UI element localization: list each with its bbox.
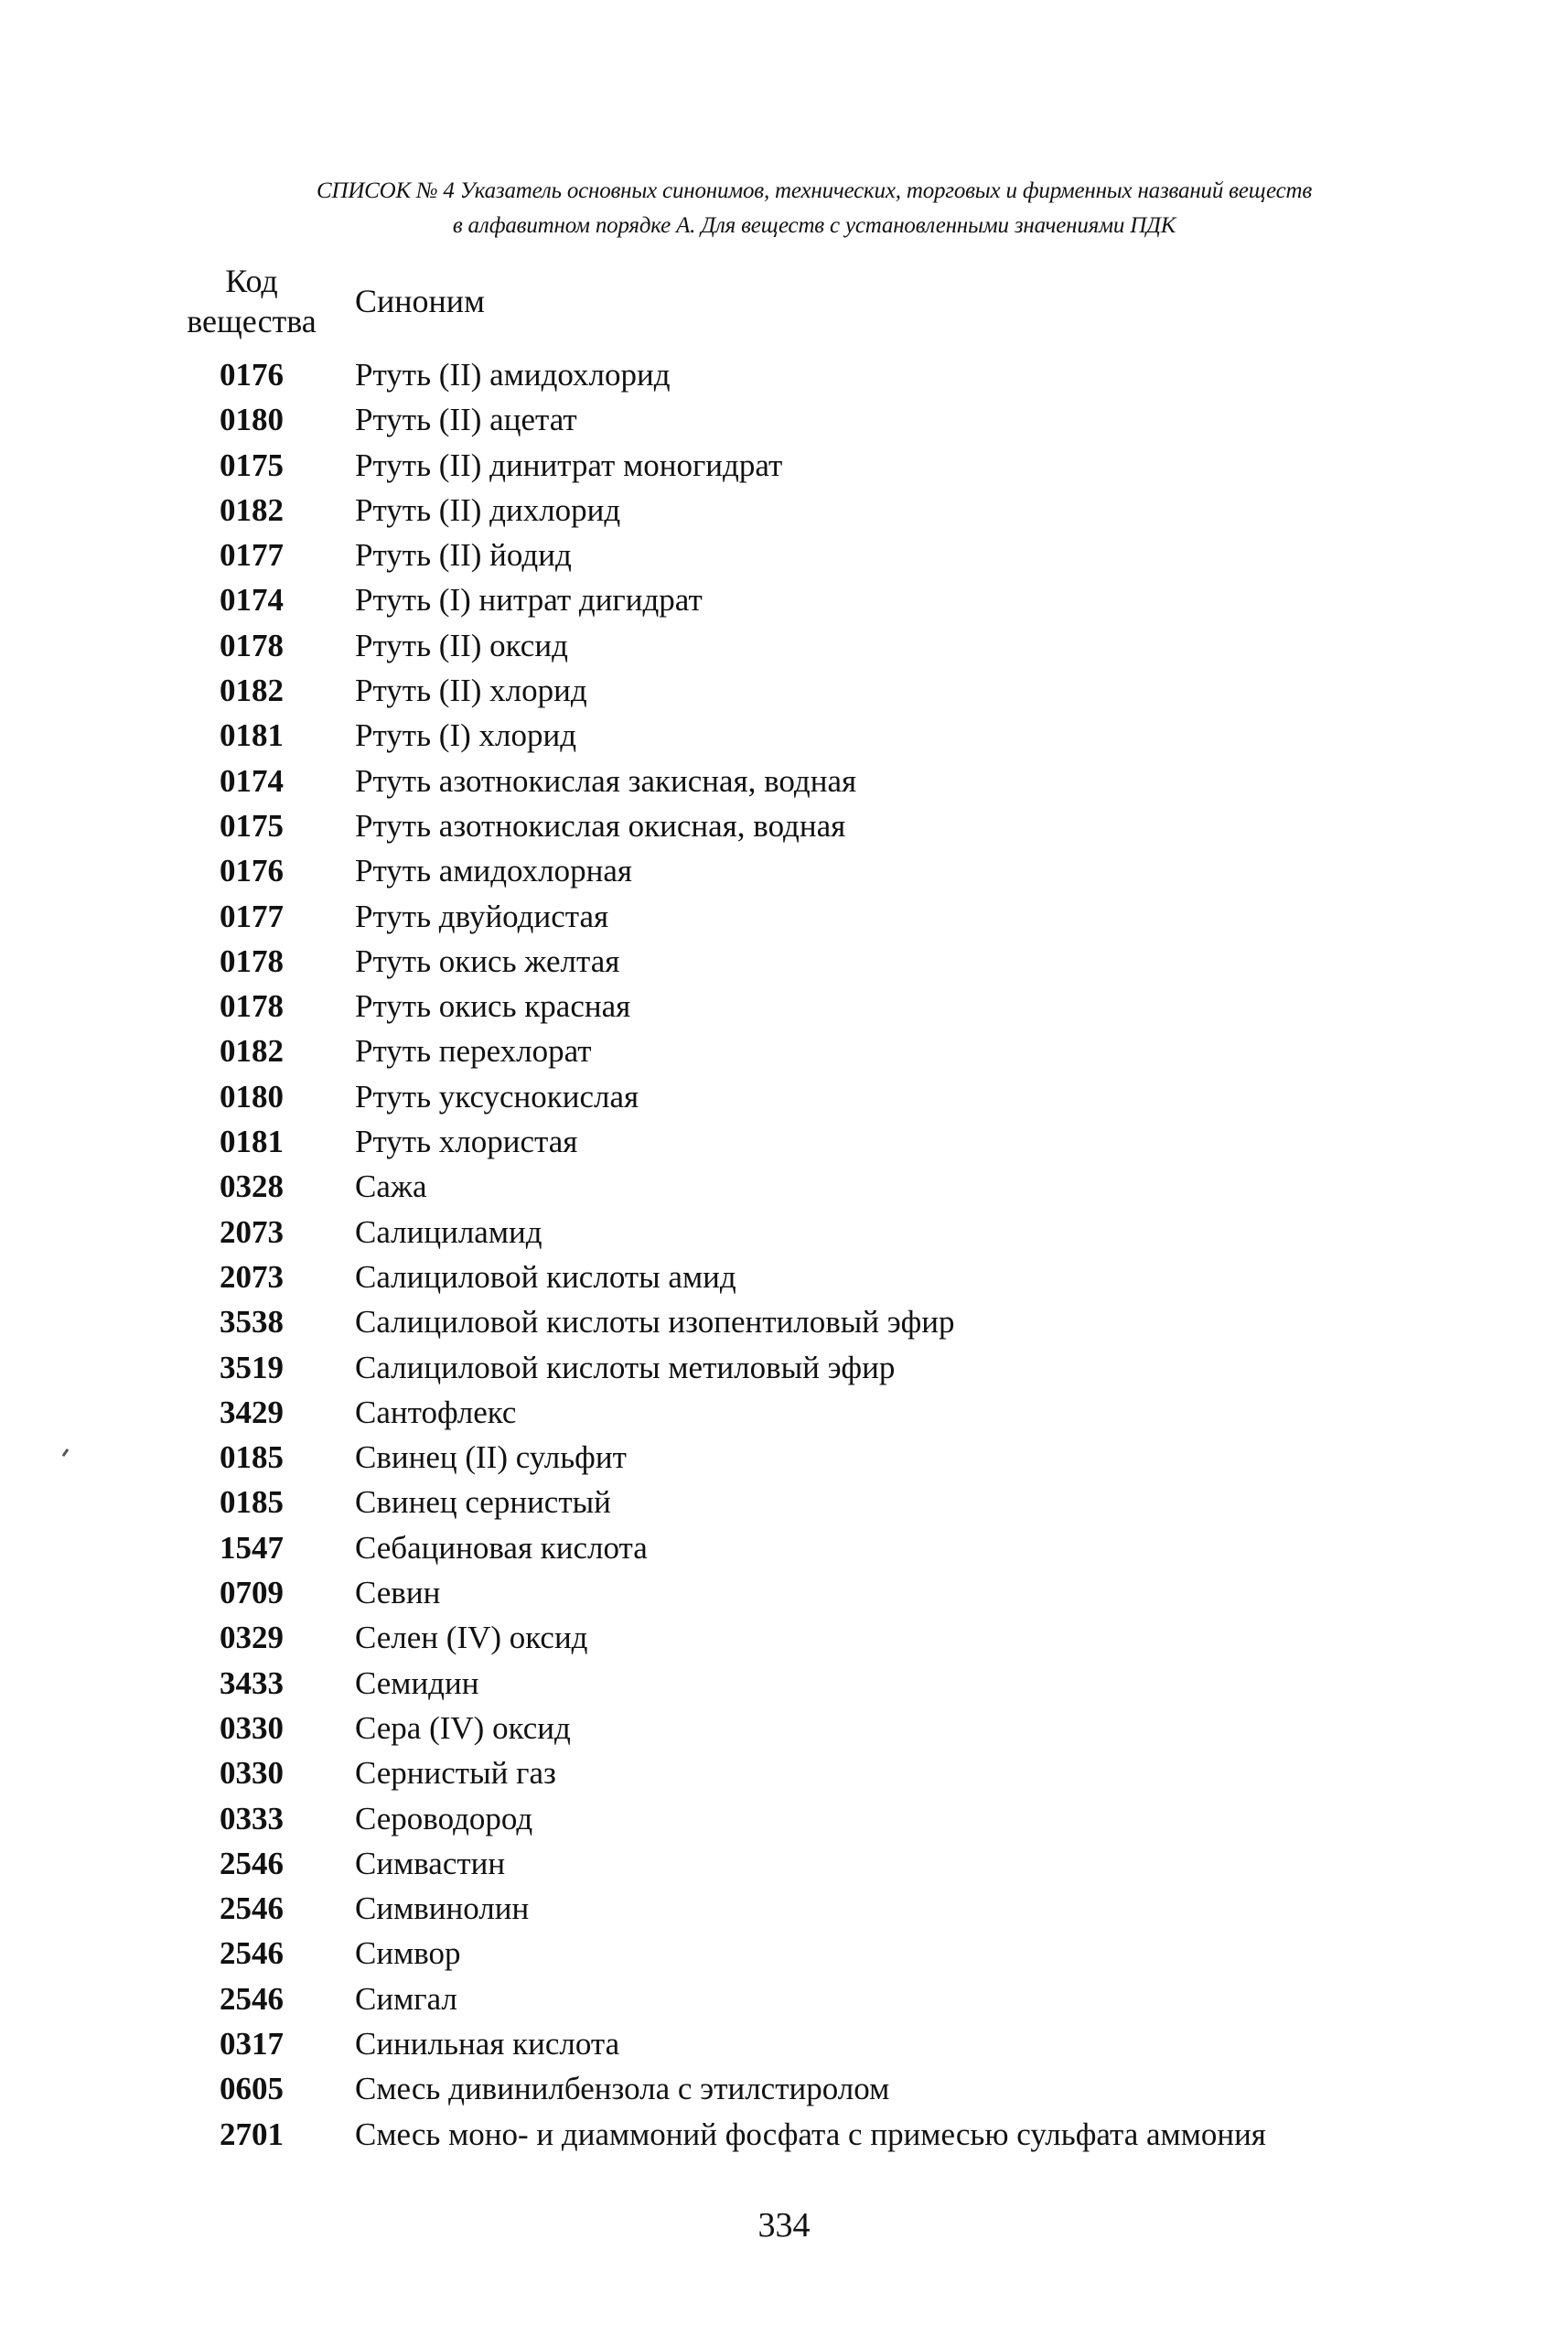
substance-code: 2546: [220, 1980, 284, 2017]
substance-code: 3519: [220, 1349, 284, 1385]
substance-code: 0182: [220, 673, 284, 709]
substance-code: 0180: [220, 1078, 284, 1115]
synonym-name: Семидин: [355, 1664, 479, 1701]
synonym-name: Ртуть (II) хлорид: [355, 673, 587, 709]
synonym-name: Салициловой кислоты амид: [355, 1258, 736, 1295]
substance-code: 0175: [220, 807, 284, 844]
synonym-name: Салициламид: [355, 1213, 542, 1250]
synonym-name: Сантофлекс: [355, 1394, 517, 1430]
synonym-name: Симвор: [355, 1935, 461, 1972]
synonym-name: Ртуть (II) оксид: [355, 627, 568, 663]
substance-code: 0185: [220, 1484, 284, 1521]
synonym-name: Ртуть (II) дихлорид: [355, 491, 621, 528]
substance-code: 0182: [220, 1033, 284, 1070]
substance-code: 1547: [220, 1529, 284, 1566]
substance-code: 2073: [220, 1213, 284, 1250]
list-subtitle: в алфавитном порядке А. Для веществ с установленными значениями ПДК: [452, 213, 1176, 238]
synonym-name: Ртуть (II) амидохлорид: [355, 357, 671, 393]
substance-code: 0330: [220, 1709, 284, 1746]
synonym-name: Синильная кислота: [355, 2025, 620, 2062]
list-title: СПИСОК № 4 Указатель основных синонимов, технических, торговых и фирменных названий веществ: [317, 178, 1312, 203]
substance-code: 0181: [220, 717, 284, 754]
synonym-name: Сера (IV) оксид: [355, 1709, 571, 1746]
synonym-name: Салициловой кислоты метиловый эфир: [355, 1349, 896, 1385]
substance-code: 0176: [220, 357, 284, 393]
synonym-name: Ртуть окись красная: [355, 988, 631, 1025]
substance-code: 0174: [220, 762, 284, 799]
substance-code: 0177: [220, 537, 284, 574]
synonym-name: Селен (IV) оксид: [355, 1620, 588, 1656]
synonym-name: Смесь моно- и диаммоний фосфата с примесью сульфата аммония: [355, 2116, 1266, 2152]
synonym-name: Ртуть (I) хлорид: [355, 717, 577, 754]
synonym-name: Симгал: [355, 1980, 457, 2017]
synonym-name: Сернистый газ: [355, 1755, 556, 1792]
substance-code: 0329: [220, 1620, 284, 1656]
synonym-name: Ртуть хлористая: [355, 1124, 578, 1160]
column-header-synonym: Синоним: [355, 283, 485, 319]
substance-code: 0178: [220, 942, 284, 979]
page-number: 334: [757, 2206, 811, 2245]
substance-code: 2073: [220, 1258, 284, 1295]
synonym-name: Симвастин: [355, 1845, 506, 1881]
synonym-name: Сероводород: [355, 1800, 533, 1836]
synonym-name: Севин: [355, 1575, 441, 1611]
substance-code: 0178: [220, 988, 284, 1025]
synonym-name: Симвинолин: [355, 1890, 530, 1927]
synonym-name: Сажа: [355, 1168, 427, 1205]
substance-code: 0175: [220, 447, 284, 483]
synonym-name: Ртуть азотнокислая окисная, водная: [355, 807, 846, 844]
synonym-name: Смесь дивинилбензола с этилстиролом: [355, 2071, 890, 2107]
substance-code: 0605: [220, 2071, 284, 2107]
substance-code: 0182: [220, 491, 284, 528]
synonym-name: Ртуть двуйодистая: [355, 898, 609, 934]
substance-code: 3538: [220, 1304, 284, 1341]
scan-speck: [62, 1449, 70, 1457]
substance-code: 0181: [220, 1124, 284, 1160]
substance-code: 0178: [220, 627, 284, 663]
substance-code: 3433: [220, 1664, 284, 1701]
substance-code: 2546: [220, 1845, 284, 1881]
table-header: [165, 261, 1445, 352]
synonym-table: [165, 261, 1445, 2152]
synonym-name: Ртуть амидохлорная: [355, 853, 632, 889]
substance-code: 0328: [220, 1168, 284, 1205]
substance-code: 0317: [220, 2025, 284, 2062]
synonym-name: Салициловой кислоты изопентиловый эфир: [355, 1304, 955, 1341]
substance-code: 2701: [220, 2116, 284, 2152]
synonym-name: Ртуть перехлорат: [355, 1033, 592, 1070]
substance-code: 0174: [220, 582, 284, 619]
substance-code: 0330: [220, 1755, 284, 1792]
substance-code: 2546: [220, 1935, 284, 1972]
synonym-name: Ртуть уксуснокислая: [355, 1078, 639, 1115]
synonym-name: Ртуть (II) ацетат: [355, 402, 577, 438]
substance-code: 0180: [220, 402, 284, 438]
substance-code: 0185: [220, 1439, 284, 1476]
substance-code: 0177: [220, 898, 284, 934]
substance-code: 0709: [220, 1575, 284, 1611]
synonym-name: Ртуть (II) йодид: [355, 537, 572, 574]
substance-code: 0176: [220, 853, 284, 889]
synonym-name: Свинец (II) сульфит: [355, 1439, 627, 1476]
column-header-code: Код вещества: [187, 263, 317, 339]
list-header: [165, 174, 1464, 243]
synonym-name: Ртуть (II) динитрат моногидрат: [355, 447, 783, 483]
substance-code: 2546: [220, 1890, 284, 1927]
synonym-name: Ртуть окись желтая: [355, 942, 620, 979]
substance-code: 3429: [220, 1394, 284, 1430]
substance-code: 0333: [220, 1800, 284, 1836]
synonym-name: Ртуть (I) нитрат дигидрат: [355, 582, 703, 619]
synonym-name: Свинец сернистый: [355, 1484, 611, 1521]
synonym-name: Себациновая кислота: [355, 1529, 648, 1566]
synonym-name: Ртуть азотнокислая закисная, водная: [355, 762, 857, 799]
